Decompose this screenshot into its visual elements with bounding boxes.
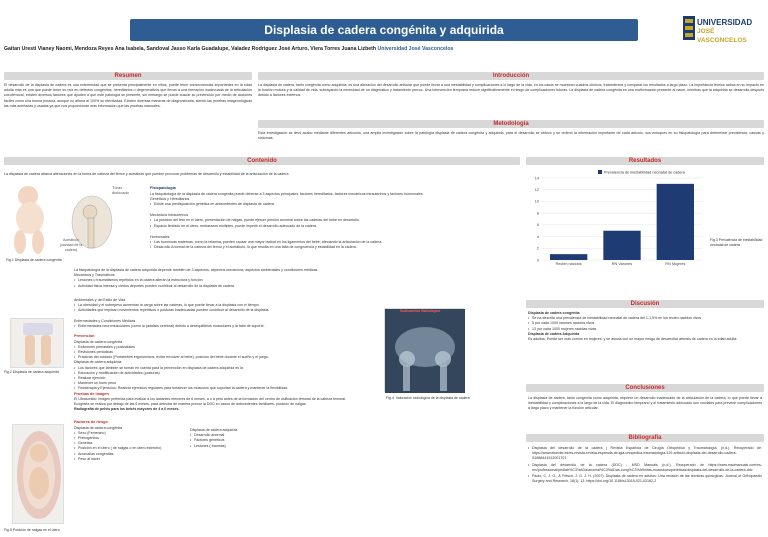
list-item: • Enfermedades neuromusculares (como la parálisis cerebral) debido a desequilibrios musculares y la falta de soporte. xyxy=(74,324,374,329)
author-line xyxy=(4,46,764,53)
fisio-title: Fisiopatología xyxy=(150,186,176,190)
bar xyxy=(603,231,640,260)
y-tick-label: 4 xyxy=(536,234,539,239)
section-heading-contenido: Contenido xyxy=(4,157,520,165)
amb-title: Ambientales y del Estilo de Vida xyxy=(74,298,126,302)
list-item: • Espacio limitado en el útero, embarazos múltiples, puede impedir el desarrollo adecuado de la cadera. xyxy=(150,224,520,229)
mec-title: Mecánicos Intrauterinos xyxy=(150,213,189,218)
list-item: • La obesidad y el sobrepeso aumentan la carga sobre las caderas, lo que puede llevar a la displasia con el tiempo. xyxy=(74,303,374,308)
prev-cong: Displasia de cadera congénita xyxy=(74,339,123,344)
disc-cong-title: Displasia de cadera congénita xyxy=(528,311,580,315)
list-item: • Los factores que también se toman en cuenta para la prevención en displasia de cadera adquirida es la xyxy=(74,366,374,371)
risk-cong: Displasia de cadera congénita xyxy=(74,425,123,430)
list-item: • Factores genéticos xyxy=(190,438,290,443)
poster-title: Displasia de cadera congénita y adquirida xyxy=(264,22,504,37)
fig3-caption: Fig.3 Prevalencia de inestabilidad neonatal de cadera xyxy=(710,238,763,247)
breech-position-illustration xyxy=(13,425,65,525)
logo-mark-icon xyxy=(683,16,695,40)
diag-text1: El Ultrasonido: imagen preferida para evaluar a los lactantes menores de 6 meses, a o a peto antes de la formación del centro de osificación femoral de la cabeza femoral. xyxy=(74,397,347,402)
risk-block-cong xyxy=(74,420,184,462)
section-heading-metodologia: Metodología xyxy=(258,120,764,128)
title-bar xyxy=(130,19,638,41)
mec2-list xyxy=(74,278,520,288)
list-item: • La posición del feto en el útero, presentación de nalgas, puede ejercer presión anormal sobre las caderas del bebé en desarrollo. xyxy=(150,218,520,223)
list-item: • Exámenes prenatales y postnatales xyxy=(74,345,374,350)
fisio-block xyxy=(150,186,520,250)
x-tick-label: RN Varones xyxy=(611,262,633,266)
list-item: • 13 por cada 1000 mujeres nacidas vivas xyxy=(528,327,762,332)
list-item: • Genética xyxy=(74,441,184,446)
list-item: • Realizar ejercicio xyxy=(74,376,374,381)
fig1-label-b: Acetábulo (cavidad de la cadera) xyxy=(59,238,83,252)
disc-adq-text: Es adultos: Puede ser más común en mujeres, y se asocia con un mayor riesgo de desarrollar artrosis de cadera en la edad adulta. xyxy=(528,337,738,342)
chart-bars xyxy=(550,184,694,260)
risk-block-adq xyxy=(190,428,290,449)
legend-swatch xyxy=(598,170,602,174)
prevalence-bar-chart xyxy=(528,168,708,268)
list-item: • Se ha descrito una prevalencia de inestabilidad neonatal de cadera del 1-1,5% en los recién nacidos vivos xyxy=(528,316,762,321)
fig1-caption: Fig.1 Displasia de cadera congénita xyxy=(6,258,62,262)
section-heading-conclusiones: Conclusiones xyxy=(526,384,764,392)
amb-block xyxy=(74,298,374,413)
list-item: • Revisiones periódicas xyxy=(74,350,374,355)
bar xyxy=(550,254,587,260)
list-item: • Las hormonas maternas, como la relaxina, pueden causar una mayor laxitud en los ligamentos del bebé, afectando la articulación de la cadera. xyxy=(150,240,520,245)
list-item: • Displasia del desarrollo de la cadera | Revista Española de Cirugía Ortopédica y Traumatología. (n.d.). Recuperado de: https://www.elsevier.es/es-revista-revista-espanola-cirugia-ortopedica-traumatologia-129-articulo-displasia-del-desarrollo-cadera-S1888441512001701 xyxy=(528,446,762,462)
resumen-text: El desarrollo de la displasia de cadera es una enfermedad que se presenta principalmente en niños, puede tener consecuencias importantes en la edad adulta más es una que puede tener su raíz en defectos congénitos, hereditarios o degenerativos que llevan a una formación inadecuada de la articulación coxofemoral, existen diversos factores que ayuden a que este patología se presente, sin embargo se puede buscar su prevención por medio de acciones fáciles como una buena postura, aunque no afirma al 100% su efectividad. Existen diversas maneras de diagnosticarla, siendo las pruebas imagenológicas las más acertadas y usadas ya que nos proporcionan más información que las pruebas manuales. xyxy=(4,83,252,108)
discusion-block xyxy=(528,311,762,342)
list-item: • Educación y modificación de actividades (posturas) xyxy=(74,371,374,376)
risk-adq: Displasia de cadera adquirida xyxy=(190,428,238,432)
bar xyxy=(657,184,694,260)
fig4-caption: Fig.4. Valoración radiológica de la displasia de cadera xyxy=(386,396,470,400)
diag-text3: Radiografía de pelvis para los bebés mayores de 4 a 6 meses. xyxy=(74,407,180,412)
figure-2 xyxy=(10,318,64,368)
fisio-text: La fisiopatología de la displasia de cadera congénita puede deberse a 3 aspectos principales, factores hereditarios, factores mecánicos intrauterinos y factores hormonales xyxy=(150,191,423,196)
y-tick-label: 14 xyxy=(534,176,539,181)
figure-4 xyxy=(384,308,464,392)
figure-5 xyxy=(12,424,64,524)
university-logo xyxy=(683,14,753,44)
gen-title: Genéticos y Hereditarios xyxy=(150,196,190,201)
list-item: • Actividades que implican movimientos repetitivos o posturas inadecuadas pueden contribuir al desarrollo de la displasia. xyxy=(74,308,374,313)
list-item: • Lesiones o traumatismos repetidos en la cadera alteran la estructura y función xyxy=(74,278,520,283)
y-tick-label: 12 xyxy=(534,188,539,193)
risk-cong-list xyxy=(74,431,184,462)
risk-title: Factores de riesgo xyxy=(74,420,108,424)
list-item: • Actividad física intensa y ciertos deportes pueden contribuir al desarrollo de la displasia de cadera. xyxy=(74,284,520,289)
prev-cong-list xyxy=(74,345,374,361)
list-item: • Paolo, C. J. G., & Fritsch, J. G. J. H. (2007). Displasia de cadera en adultos: Una revisión de las técnicas quirúrgicas. Journal of Orthopaedic Surgery and Research, 16(1), 13. https://doi.org/10.1186/s13018-021-02162-2 xyxy=(528,474,762,484)
x-tick-label: RN Mujeres xyxy=(665,262,686,266)
conclusiones-text: La displasia de cadera, tanto congénita como adquirida, requiere un desarrollo inadecuado de la articulación de la cadera, lo que puede llevar a inestabilidad y complicaciones a lo largo de la vida. El diagnóstico temprano y el tratamiento adecuado son cruciales para prevenir complicaciones a largo plazo y mantener la función articular. xyxy=(528,396,762,411)
list-item: • Peso al nacer xyxy=(74,457,184,462)
institution: Universidad José Vasconcelos xyxy=(377,46,454,52)
authors: Gaitan Uresti Vianey Naomi, Mendoza Reyes Ana Isabela, Sandoval Jasso Karla Guadalupe, Valadez Rodriguez José Arturo, Viera Torres Juana Lizbeth xyxy=(4,46,377,52)
metodologia-text: Esta investigación se llevó acabo mediante diferentes artículos, una amplia investigación sobre la patología displasia de cadera congénita y adquirida, para el desarrollo se obtuvo y se ordenó la información importante de cada artículo, sus enfoques en su fisiopatología para determinar prevalencia, causas y síntomas. xyxy=(258,131,764,141)
introduccion-text: La displasia de cadera, tanto congénita como adquirida, es una alteración del desarrollo articular que puede llevar a una inestabilidad y complicaciones a lo largo de la vida, en los casos se muestran cuadros clínicos, tratamientos y comparar los resultados a largo plazo. La importancia teórica radica en su impacto en la función motora y la calidad de vida, subrayando la necesidad de un diagnóstico y tratamiento precoz. Una intervención temprana reduce significativamente el riesgo de complicaciones futuras. La displasia de cadera congénita es una malformación presente al nacer, mientras que la adquirida se desarrolla después debido a factores externos. xyxy=(258,83,764,98)
fig1-label-a: Tórax dislocado xyxy=(112,185,129,196)
list-item: • Displasia del desarrollo de la cadera (DDC) - MSD Manuals (n.d.). Recuperado de https://www.msdmanuals.com/es-mx/professional/pediatr%C3%ADa/anomal%C3%ADas-cong%C3%A9nitas-musculoesqueléticas/displasia-del-desarrollo-de-la-cadera-ddc xyxy=(528,463,762,473)
list-item: • Primogénitos xyxy=(74,436,184,441)
list-item: • Mantener un buen peso xyxy=(74,381,374,386)
bibliografia-list xyxy=(528,446,762,484)
gen-list xyxy=(150,202,520,207)
section-heading-resumen: Resumen xyxy=(4,72,252,80)
logo-line1: UNIVERSIDAD xyxy=(697,18,753,27)
adquirida-block xyxy=(74,268,520,289)
contenido-intro: La displasia de cadera abarca alteraciones en la forma de cabeza del fémur y acetábulo que pueden provocar problemas de desarrollo y estabilidad de la articulación de la cadera xyxy=(4,172,289,176)
list-item: • Sexo (Femenino) xyxy=(74,431,184,436)
hor-title: Hormonales xyxy=(150,234,170,239)
fig2-caption: Fig.2 Displasia de cadera adquirida xyxy=(4,370,59,374)
list-item: • Desarrollo Anormal de la cabeza del fémur y el acetábulo, lo que resulta en una falta de congruencia y estabilidad en la cadera. xyxy=(150,245,520,250)
logo-line2: JOSÉ VASCONCELOS xyxy=(697,28,747,44)
bibliografia-block xyxy=(528,446,762,485)
xray-pelvis-image xyxy=(385,309,465,393)
list-item: • Anomalías congénitas xyxy=(74,452,184,457)
child-legs-illustration xyxy=(11,319,65,369)
y-tick-label: 10 xyxy=(534,199,539,204)
adq-text: La fisiopatología de la displasia de cadera adquirida depende también de 3 aspectos, aspectos mecánicos, aspectos ambientales y condiciones médicas. xyxy=(74,268,319,272)
list-item: • Existe una predisposición genética en antecedentes de displasia de cadera. xyxy=(150,202,520,207)
disc-adq-title: Displasia de cadera Adquirida xyxy=(528,331,580,336)
y-tick-label: 6 xyxy=(536,223,539,228)
list-item: • Posición en el útero ( de nalgas o en útero estrecho) xyxy=(74,446,184,451)
list-item: • 5 por cada 1000 varones nacidos vivos xyxy=(528,321,762,326)
mec2-title: Mecánicos y Traumáticos xyxy=(74,273,115,278)
prev-title: Prevención xyxy=(74,334,95,339)
mec-list xyxy=(150,218,520,228)
list-item: • Lesiones ( traumas) xyxy=(190,444,290,449)
y-tick-label: 8 xyxy=(536,211,539,216)
section-heading-introduccion: Introducción xyxy=(258,72,764,80)
y-tick-label: 0 xyxy=(536,258,539,263)
prev-adq-list xyxy=(74,366,374,392)
risk-adq-list xyxy=(190,433,290,449)
prev-adq: Displasia de cadera adquirida xyxy=(74,360,122,365)
section-heading-discusion: Discusión xyxy=(526,300,764,308)
section-heading-bibliografia: Bibliografía xyxy=(526,434,764,442)
diag-text2: Ecografía se realiza por debajo de las 6 meses, para detectar de manera precoz la DDC en casos de antecedentes familiares, posición de nalgas. xyxy=(74,402,307,407)
fig5-caption: Fig.5 Posición de nalgas en el útero xyxy=(4,528,60,532)
fig4-label: Subluxación Radiológica xyxy=(400,309,441,313)
x-tick-label: Recien nacidos xyxy=(555,262,582,266)
legend-label: Prevalencia de inestabilidad neonatal de cadera xyxy=(604,170,685,175)
amb-list xyxy=(74,303,374,313)
enf-title: Enfermedades y Condiciones Médicas xyxy=(74,318,136,323)
list-item: • Desarrollo anormal xyxy=(190,433,290,438)
enf-list xyxy=(74,324,374,329)
hor-list xyxy=(150,240,520,250)
section-heading-resultados: Resultados xyxy=(526,157,764,165)
list-item: • Fisioterapia y Ejercicios: Realizar ejercicios regulares para fortalecer los músculos que soportan la cadera y mantener la flexibilidad. xyxy=(74,386,374,391)
y-tick-label: 2 xyxy=(536,246,539,251)
disc-cong-list xyxy=(528,316,762,332)
diag-title: Pruebas de imagen xyxy=(74,391,109,396)
list-item: • Practicas del cuidado (Portabebes ergonómicos, evitar envolver al bebe), posición del bebé durante el sueño y el juego. xyxy=(74,355,374,360)
